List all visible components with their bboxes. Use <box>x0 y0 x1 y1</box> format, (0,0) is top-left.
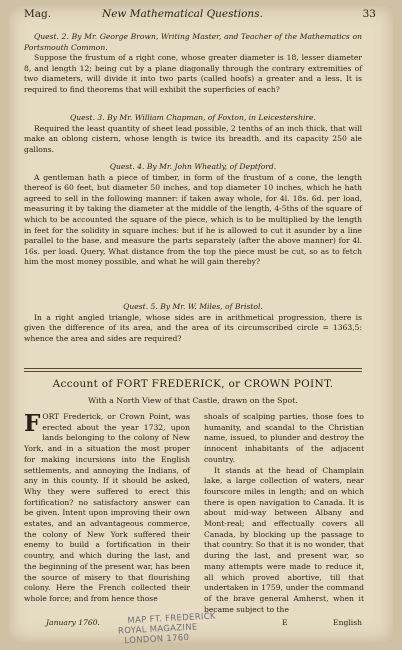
article-right-column <box>204 412 364 615</box>
header-title: New Mathematical Questions. <box>102 8 263 20</box>
question-5-body: In a right angled triangle, whose sides are in arithmetical progression, there is given the difference of its area, and the area of its circumscribed circle = 1363,5: whence the area and sides are required? <box>24 312 362 343</box>
right-column-text-1: shoals of scalping parties, those foes to humanity, and scandal to the Christian name, issued, to plunder and destroy the innocent inhabitants of the adjacent country. <box>204 412 364 464</box>
question-4-title: Quest. 4. By Mr. John Wheatly, of Deptford. <box>109 162 277 171</box>
divider-rule <box>24 368 362 369</box>
catchword: English <box>333 618 362 627</box>
question-4-body: A gentleman hath a piece of timber, in form of the frustum of a cone, the length thereof is 60 feet, but diameter 50 inches, and top diameter 10 inches, which he hath agreed to sell in the following manner: if taken away whole, for 4l. 18s. 6d. per load, measuring it by taking the diameter at the middle of the length, 4-5ths of the square of which to be accounted the square of the piece, which is to be multiplied by the length in feet for the solidity in square inches: but if he is allowed to cut it asunder by a line parallel to the base, and measure the parts separately (after the above manner) for 4l. 16s. per load. Query, What distance from the top the piece must be cut, so as to fetch him the most money possible, and what he will gain thereby? <box>24 172 362 267</box>
article-subtitle: With a North View of that Castle, drawn on the Spot. <box>88 396 298 405</box>
question-3 <box>24 113 362 155</box>
pencil-line-1: MAP FT. FREDERICK <box>127 611 217 627</box>
question-4 <box>24 162 362 268</box>
page-number: 33 <box>362 8 376 20</box>
pencil-annotation <box>117 611 217 646</box>
question-5-title: Quest. 5. By Mr. W. Miles, of Bristol. <box>123 302 263 311</box>
drop-cap: F <box>24 410 41 437</box>
signature-mark: E <box>282 618 288 627</box>
article-title: Account of FORT FREDERICK, or CROWN POINT. <box>52 378 334 390</box>
question-2 <box>24 32 362 96</box>
left-column-text: ORT Frederick, or Crown Point, was erected about the year 1732, upon lands belonging to the colony of New York, and in a situation the most proper for making incursions into the English settlements, and annoying the Indians, of any in this county. If it should be asked, Why they were suffered to erect this fortification? no satisfactory answer can be given. Intent upon improving their own estates, and an advantageous commerce, the colony of New York suffered their enemy to build a fortification in their country, and which during the last, and the beginning of the present war, has been the source of misery to that flourishing colony. Here the French collected their whole force; and from hence those <box>24 412 190 603</box>
footer-date: January 1760. <box>46 618 100 627</box>
question-3-title: Quest. 3. By Mr. William Chapman, of Foxton, in Leicestershire. <box>70 113 316 122</box>
question-2-title: Quest. 2. By Mr. George Brown, Writing Master, and Teacher of the Mathematics on Portsmouth Common. <box>24 32 362 52</box>
question-5 <box>24 302 362 344</box>
question-2-body: Suppose the frustum of a right cone, whose greater diameter is 18, lesser diameter 8, and length 12; being cut by a plane diagonally through the contrary extremities of two diameters, will divide it into two parts (called hoofs) a greater and a less. It is required to find theorems that will exhibit the superficies of each? <box>24 53 362 94</box>
divider-rule-thin <box>24 371 362 372</box>
running-header <box>24 8 376 24</box>
pencil-line-3: LONDON 1760 <box>124 632 190 647</box>
header-left: Mag. <box>24 8 52 20</box>
pencil-line-2: ROYAL MAGAZINE <box>117 622 198 637</box>
question-3-body: Required the least quantity of sheet lead possible, 2 tenths of an inch thick, that will make an oblong cistern, whose length is twice its breadth, and its capacity 250 ale gallons. <box>24 123 362 154</box>
article-left-column <box>24 412 190 605</box>
right-column-text-2: It stands at the head of Champlain lake, a large collection of waters, near fourscore miles in length; and on which there is open navigation to Canada. It is about mid-way between Albany and Mont-real; and effectually covers all Canada, by blocking up the passage to that country. So that it is no wonder, that during the last, and present war, so many attempts were made to reduce it, all which proved abortive, till that undertaken in 1759, under the command of the brave general Amherst, when it became subject to the <box>204 465 364 614</box>
